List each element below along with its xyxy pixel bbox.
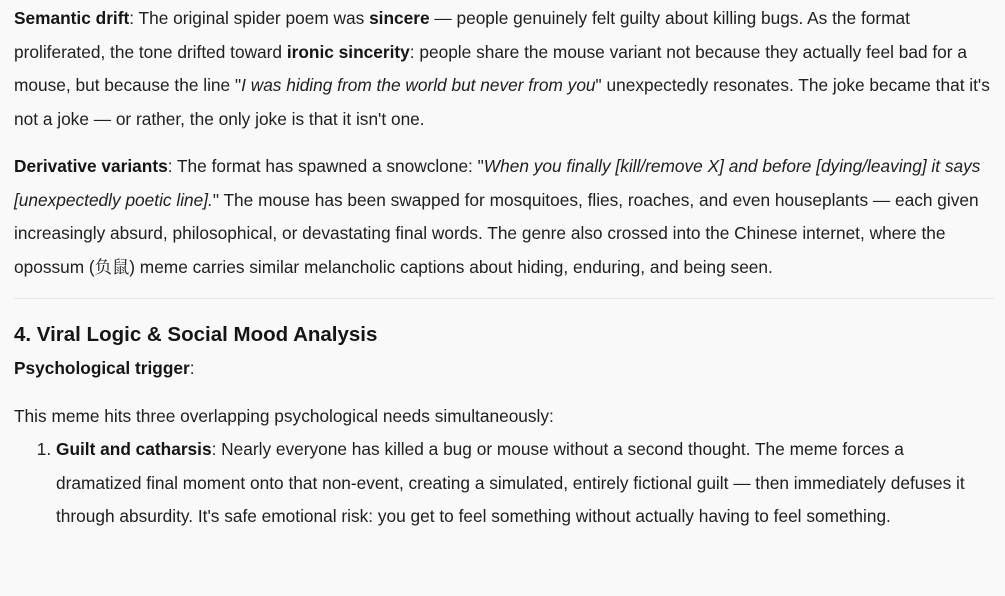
semantic-drift-text-3: : people share the mouse variant not because they actually feel bad for a mouse, but because the line "	[14, 41, 967, 95]
list-item-label: Guilt and catharsis	[56, 439, 212, 459]
derivative-variants-label: Derivative variants	[14, 156, 168, 176]
semantic-drift-paragraph	[14, 2, 994, 136]
psychological-trigger-label: Psychological trigger	[14, 358, 190, 378]
section-heading: 4. Viral Logic & Social Mood Analysis	[14, 323, 378, 346]
semantic-drift-text-4: " unexpectedly resonates. The joke became that it's not a joke — or rather, the only joke is that it isn't one.	[14, 75, 990, 129]
derivative-variants-paragraph	[14, 150, 994, 284]
semantic-drift-label: Semantic drift	[14, 8, 130, 28]
derivative-variants-text-1: : The format has spawned a snowclone: "	[167, 156, 484, 176]
document-content	[14, 2, 994, 534]
list-item-text: : Nearly everyone has killed a bug or mouse without a second thought. The meme forces a dramatized final moment onto that non-event, creating a simulated, entirely fictional guilt — then immediately defuses it through absurdity. It's safe emotional risk: you get to feel something without actually having to feel something.	[56, 439, 965, 526]
mouse-quote: I was hiding from the world but never from you	[241, 75, 596, 95]
list-item	[56, 433, 994, 534]
semantic-drift-text-1: : The original spider poem was	[129, 8, 370, 28]
sincere-term: sincere	[369, 8, 430, 28]
section-intro: This meme hits three overlapping psychological needs simultaneously:	[14, 405, 554, 426]
section-divider	[14, 298, 994, 299]
ironic-sincerity-term: ironic sincerity	[286, 41, 410, 62]
semantic-drift-text-2: — people genuinely felt guilty about killing bugs. As the format proliferated, the tone drifted toward	[14, 8, 910, 62]
trigger-list	[14, 433, 994, 534]
psychological-trigger-colon: :	[189, 358, 195, 378]
snowclone-quote: When you finally [kill/remove X] and before [dying/leaving] it says [unexpectedly poetic line].	[14, 156, 981, 210]
psychological-trigger-heading	[14, 352, 994, 386]
derivative-variants-text-2: " The mouse has been swapped for mosquitoes, flies, roaches, and even houseplants — each given increasingly absurd, philosophical, or devastating final words. The genre also crossed into the Chinese internet, where the opossum (负鼠) meme carries similar melancholic captions about hiding, enduring, and being seen.	[14, 189, 979, 277]
